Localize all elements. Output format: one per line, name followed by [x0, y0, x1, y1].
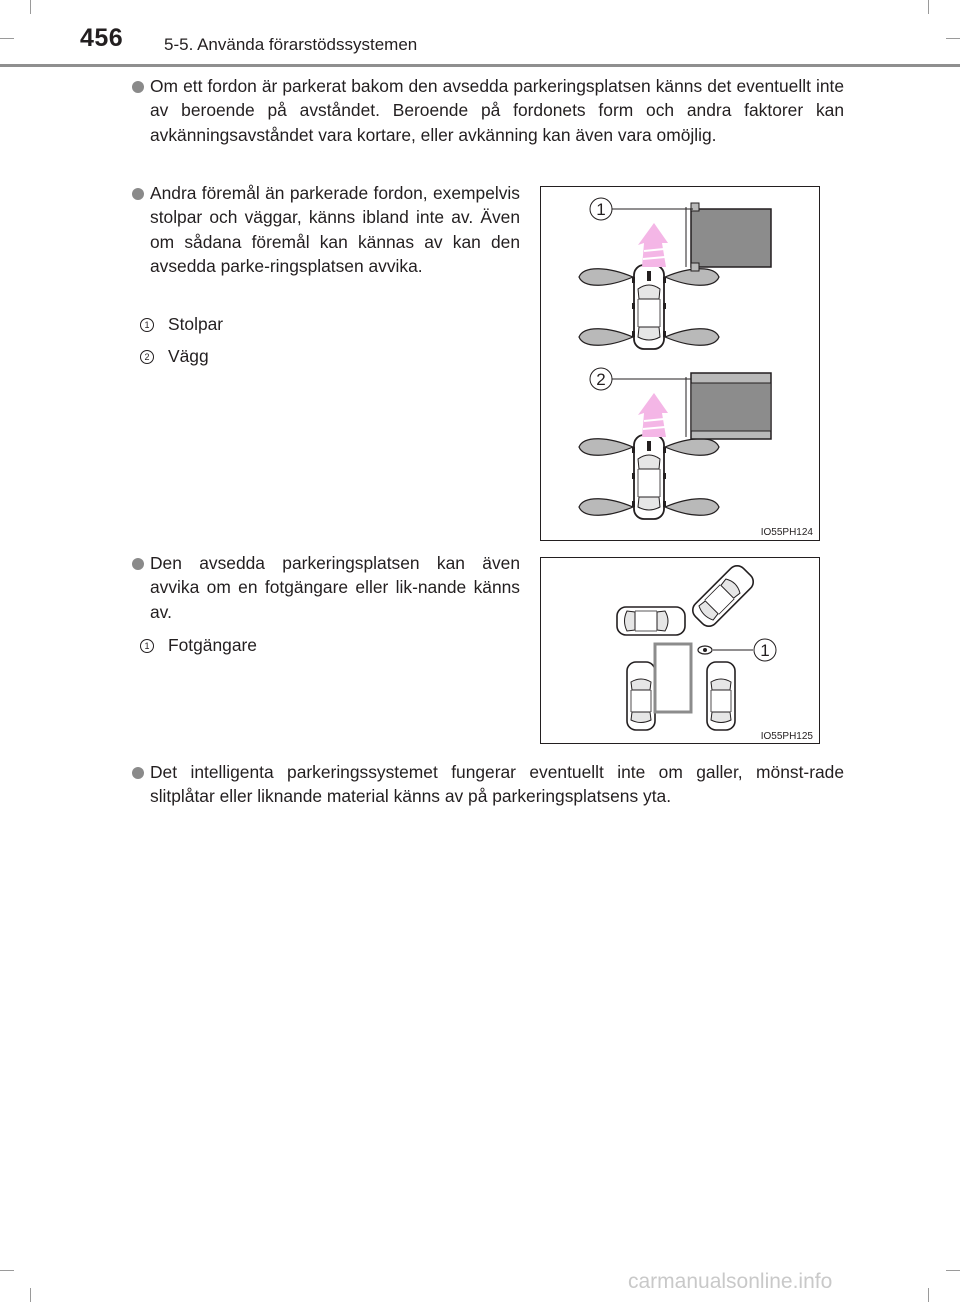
- figure-posts-and-wall: [540, 186, 820, 541]
- legend-item-pedestrian: [140, 633, 257, 657]
- header-rule: [0, 64, 960, 67]
- parked-vehicle-block: [691, 209, 771, 267]
- watermark: carmanualsonline.info: [628, 1270, 833, 1293]
- section-title: 5-5. Använda förarstödssystemen: [164, 35, 418, 54]
- crop-mark: [946, 1270, 960, 1271]
- legend-label: Stolpar: [168, 314, 224, 334]
- legend-label: Vägg: [168, 346, 209, 366]
- pedestrian-icon: [698, 646, 712, 654]
- car-shape: [632, 265, 666, 349]
- legend-item-posts: [140, 312, 223, 336]
- paragraph-2: Andra föremål än parkerade fordon, exempelvis stolpar och väggar, känns ibland inte av. Även om sådana föremål kan kännas av kan den avsedda parke-ringsplatsen avvika.: [150, 183, 520, 276]
- legend-number: 1: [140, 318, 154, 332]
- legend-label: Fotgängare: [168, 635, 257, 655]
- legend-number: 1: [140, 639, 154, 653]
- legend-item-wall: [140, 344, 209, 368]
- parked-car-shape: [627, 662, 655, 730]
- parked-car-shape: [707, 662, 735, 730]
- target-parking-space: [655, 644, 691, 712]
- parked-vehicle-block: [691, 383, 771, 431]
- figure-code: IO55PH124: [760, 527, 813, 538]
- illustration-svg: [541, 187, 819, 540]
- crop-mark: [30, 1288, 31, 1302]
- crop-mark: [30, 0, 31, 14]
- car-shape: [689, 562, 757, 630]
- figure-code: IO55PH125: [760, 731, 813, 742]
- bullet-icon: [132, 767, 144, 779]
- crop-mark: [928, 0, 929, 14]
- paragraph-4: Det intelligenta parkeringssystemet fungerar eventuellt inte om galler, mönst-rade slitplåtar eller liknande material känns av på parkeringsplatsens yta.: [150, 762, 844, 807]
- legend-number: 2: [140, 350, 154, 364]
- crop-mark: [928, 1288, 929, 1302]
- car-shape: [632, 435, 666, 519]
- parking-arrow-icon: [638, 223, 668, 267]
- crop-mark: [0, 38, 14, 39]
- figure-pedestrian: [540, 557, 820, 744]
- crop-mark: [0, 1270, 14, 1271]
- callout-number: 1: [760, 641, 770, 660]
- bullet-icon: [132, 81, 144, 93]
- callout-number: 1: [596, 200, 606, 219]
- paragraph-1: Om ett fordon är parkerat bakom den avsedda parkeringsplatsen känns det eventuellt inte av beroende på avståndet. Beroende på fordonets form och andra faktorer kan avkänningsavståndet vara kortare, eller avkänning kan även vara omöjlig.: [150, 76, 844, 145]
- page-number: 456: [80, 24, 124, 52]
- bullet-icon: [132, 558, 144, 570]
- illustration-svg: [541, 558, 819, 743]
- paragraph-3: Den avsedda parkeringsplatsen kan även avvika om en fotgängare eller lik-nande känns av.: [150, 553, 520, 622]
- car-shape: [617, 607, 685, 635]
- callout-number: 2: [596, 370, 606, 389]
- post-shape: [691, 263, 699, 271]
- post-shape: [691, 203, 699, 211]
- scene-wall: [579, 368, 771, 519]
- bullet-icon: [132, 188, 144, 200]
- scene-posts: [579, 198, 771, 349]
- parking-arrow-icon: [638, 393, 668, 437]
- crop-mark: [946, 38, 960, 39]
